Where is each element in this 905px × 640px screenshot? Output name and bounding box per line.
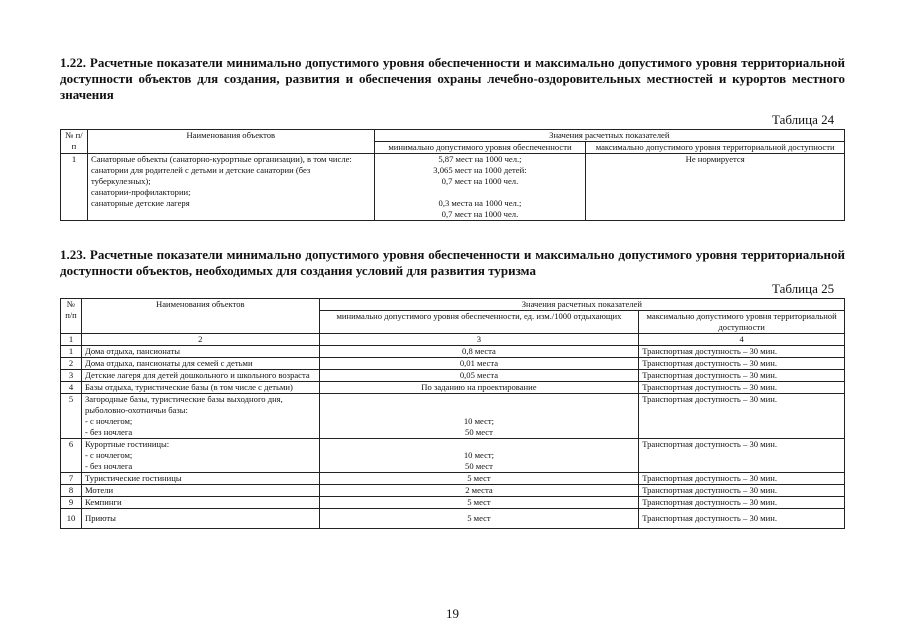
row-min xyxy=(319,439,639,473)
row-num: 9 xyxy=(61,497,82,509)
table-row xyxy=(61,485,845,497)
row-min xyxy=(374,154,586,221)
row-sub-line: - с ночлегом; xyxy=(84,416,133,426)
table-caption-25: Таблица 25 xyxy=(772,281,835,296)
row-name: Кемпинги xyxy=(81,497,319,509)
index-row xyxy=(61,334,845,346)
row-max: Транспортная доступность – 30 мин. xyxy=(639,346,845,358)
row-num: 7 xyxy=(61,473,82,485)
row-name xyxy=(81,394,319,439)
row-min-line: 3,065 мест на 1000 детей: xyxy=(433,165,527,175)
row-num: 1 xyxy=(61,346,82,358)
row-name-line: санаторные детские лагеря xyxy=(90,198,190,208)
table-caption-24: Таблица 24 xyxy=(772,112,835,127)
row-max: Не нормируется xyxy=(586,154,845,221)
row-name: Детские лагеря для детей дошкольного и школьного возраста xyxy=(81,370,319,382)
row-min-line: 0,7 мест на 1000 чел. xyxy=(441,176,519,186)
table-row xyxy=(61,473,845,485)
page-number: 19 xyxy=(446,606,459,621)
row-name-line: Санаторные объекты (санаторно-курортные организации), в том числе: xyxy=(90,154,352,164)
row-max: Транспортная доступность – 30 мин. xyxy=(639,394,845,439)
row-num: 3 xyxy=(61,370,82,382)
table-row xyxy=(61,439,845,473)
row-name: Приюты xyxy=(81,509,319,529)
row-name: Базы отдыха, туристические базы (в том числе с детьми) xyxy=(81,382,319,394)
header-num: № п/п xyxy=(61,299,82,334)
row-name-line: Загородные базы, туристические базы выходного дня, рыболовно-охотничьи базы: xyxy=(84,394,283,415)
row-name xyxy=(87,154,374,221)
table-row xyxy=(61,370,845,382)
header-max: максимально допустимого уровня территориальной доступности xyxy=(639,311,845,334)
header-name: Наименования объектов xyxy=(87,130,374,154)
row-name-line: санатории-профилактории; xyxy=(90,187,191,197)
row-max: Транспортная доступность – 30 мин. xyxy=(639,370,845,382)
table-row xyxy=(61,509,845,529)
row-min: По заданию на проектирование xyxy=(319,382,639,394)
row-min: 0,8 места xyxy=(319,346,639,358)
row-min-line: 50 мест xyxy=(465,461,493,471)
row-max: Транспортная доступность – 30 мин. xyxy=(639,497,845,509)
row-min-line: 10 мест; xyxy=(463,450,495,460)
row-min-line: 5,87 мест на 1000 чел.; xyxy=(438,154,522,164)
row-min: 5 мест xyxy=(319,473,639,485)
table-row xyxy=(61,358,845,370)
row-min-line: 0,3 места на 1000 чел.; xyxy=(438,198,522,208)
row-num: 4 xyxy=(61,382,82,394)
table-24 xyxy=(60,129,845,221)
row-max: Транспортная доступность – 30 мин. xyxy=(639,509,845,529)
row-max: Транспортная доступность – 30 мин. xyxy=(639,473,845,485)
table-row xyxy=(61,154,845,221)
row-max: Транспортная доступность – 30 мин. xyxy=(639,485,845,497)
row-name: Туристические гостиницы xyxy=(81,473,319,485)
header-min: минимально допустимого уровня обеспеченности xyxy=(374,142,586,154)
row-num: 1 xyxy=(61,154,88,221)
section-heading-1-22: 1.22. Расчетные показатели минимально допустимого уровня обеспеченности и максимально допустимого уровня территориальной доступности объектов для создания, развития и обеспечения охраны лечебно-оздоровительных местностей и курортов местного значения xyxy=(60,55,845,102)
header-num: № п/п xyxy=(61,130,88,154)
row-num: 8 xyxy=(61,485,82,497)
row-min: 2 места xyxy=(319,485,639,497)
row-min: 0,05 места xyxy=(319,370,639,382)
index-cell: 3 xyxy=(319,334,639,346)
row-num: 10 xyxy=(61,509,82,529)
table-row xyxy=(61,346,845,358)
row-min-line: 10 мест; xyxy=(463,416,495,426)
row-min: 5 мест xyxy=(319,497,639,509)
index-cell: 2 xyxy=(81,334,319,346)
row-num: 6 xyxy=(61,439,82,473)
table-row xyxy=(61,382,845,394)
row-max: Транспортная доступность – 30 мин. xyxy=(639,358,845,370)
row-min xyxy=(319,394,639,439)
row-name: Мотели xyxy=(81,485,319,497)
row-min-line: 50 мест xyxy=(465,427,493,437)
header-min: минимально допустимого уровня обеспеченности, ед. изм./1000 отдыхающих xyxy=(319,311,639,334)
row-min: 0,01 места xyxy=(319,358,639,370)
header-max: максимально допустимого уровня территориальной доступности xyxy=(586,142,845,154)
header-values: Значения расчетных показателей xyxy=(319,299,844,311)
row-name xyxy=(81,439,319,473)
row-num: 5 xyxy=(61,394,82,439)
table-25 xyxy=(60,298,845,529)
index-cell: 4 xyxy=(639,334,845,346)
index-cell: 1 xyxy=(61,334,82,346)
row-name-line: санатории для родителей с детьми и детские санатории (без туберкулезных); xyxy=(90,165,311,186)
row-name: Дома отдыха, пансионаты xyxy=(81,346,319,358)
header-name: Наименования объектов xyxy=(81,299,319,334)
row-name: Дома отдыха, пансионаты для семей с детьми xyxy=(81,358,319,370)
header-values: Значения расчетных показателей xyxy=(374,130,844,142)
row-num: 2 xyxy=(61,358,82,370)
section-heading-1-23: 1.23. Расчетные показатели минимально допустимого уровня обеспеченности и максимально допустимого уровня территориальной доступности объектов, необходимых для создания условий для развития туризма xyxy=(60,247,845,278)
row-name-line: Курортные гостиницы: xyxy=(84,439,170,449)
row-min-line xyxy=(378,187,583,198)
row-max: Транспортная доступность – 30 мин. xyxy=(639,439,845,473)
row-min: 5 мест xyxy=(319,509,639,529)
row-min-line: 0,7 мест на 1000 чел. xyxy=(441,209,519,219)
row-sub-line: - без ночлега xyxy=(84,427,133,437)
row-sub-line: - без ночлега xyxy=(84,461,133,471)
row-max: Транспортная доступность – 30 мин. xyxy=(639,382,845,394)
table-row xyxy=(61,394,845,439)
table-row xyxy=(61,497,845,509)
row-sub-line: - с ночлегом; xyxy=(84,450,133,460)
